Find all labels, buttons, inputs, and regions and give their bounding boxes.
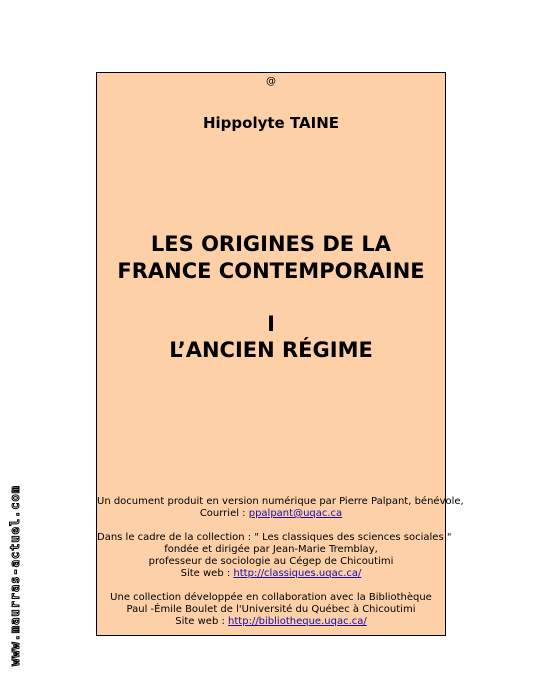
author-name: Hippolyte TAINE [202,114,340,132]
site-prefix-1: Site web : [180,568,234,579]
classiques-link[interactable]: http://classiques.uqac.ca/ [233,568,362,579]
professor-line: professeur de sociologie au Cégep de Chicoutimi [148,556,394,567]
founder-line: fondée et dirigée par Jean-Marie Tremblay, [164,544,378,555]
volume-heading [97,311,445,363]
book-title [97,231,445,285]
collection-line: Dans le cadre de la collection : " Les classiques des sciences sociales " [97,532,452,543]
partnership-line: Une collection développée en collaboration avec la Bibliothèque [110,592,432,603]
site-line-2 [97,616,445,628]
book-cover [96,72,464,636]
title-line-2: FRANCE CONTEMPORAINE [117,259,425,283]
volume-number: I [267,312,275,336]
volume-title: L’ANCIEN RÉGIME [169,338,373,362]
bibliotheque-link[interactable]: http://bibliotheque.uqac.ca/ [228,616,367,627]
at-symbol: @ [266,76,276,87]
library-line: Paul -Émile Boulet de l'Université du Québec à Chicoutimi [126,604,416,615]
site-prefix-2: Site web : [175,616,229,627]
email-link[interactable]: ppalpant@uqac.ca [248,508,343,519]
watermark-text: www.maurras-actuel.com [8,485,22,667]
email-prefix: Courriel : [199,508,249,519]
producer-line: Un document produit en version numérique par Pierre Palpant, bénévole, [97,496,464,507]
title-line-1: LES ORIGINES DE LA [150,232,392,256]
email-line [97,508,445,520]
site-line-1 [97,568,445,580]
credits-block [97,484,464,640]
